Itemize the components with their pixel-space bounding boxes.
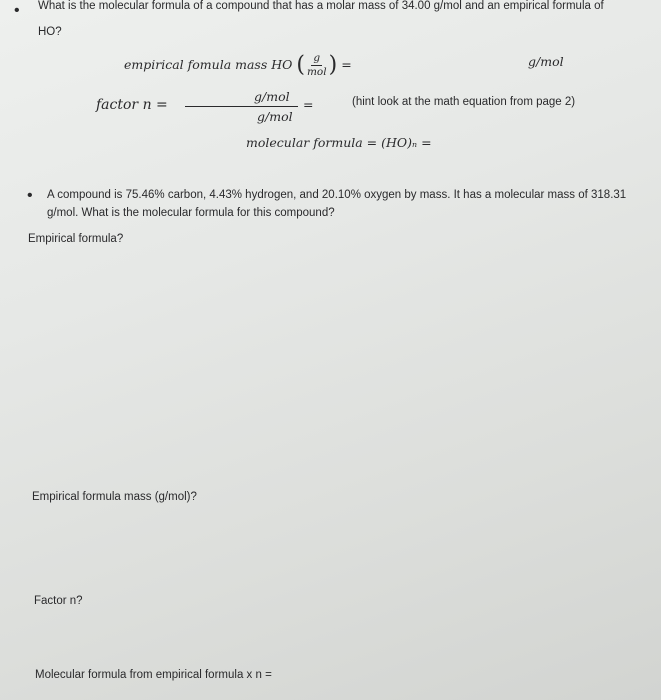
empirical-mass-label: empirical fomula mass HO bbox=[124, 57, 293, 72]
q2-text-line1: A compound is 75.46% carbon, 4.43% hydrogen, and 20.10% oxygen by mass. It has a molecular mass of 318.31 bbox=[47, 189, 627, 201]
factor-equals: = bbox=[303, 97, 314, 112]
g-per-mol-fraction: $\frac{g}{\text{mol}}$ bbox=[306, 52, 327, 78]
factor-fraction-bar bbox=[185, 106, 298, 107]
q1-text-line2: HO? bbox=[38, 26, 62, 38]
factor-numerator: g/mol bbox=[254, 89, 290, 104]
empirical-mass-unit: g/mol bbox=[528, 54, 564, 69]
factor-n-label: factor n = bbox=[96, 97, 168, 113]
empirical-formula-mass-equation: empirical fomula mass HO ( $\frac{g}{\text{mol}}$ ) = bbox=[124, 52, 352, 78]
empirical-mass-equals: = bbox=[341, 57, 352, 72]
factor-n-prompt: Factor n? bbox=[34, 595, 83, 607]
empirical-mass-prompt: Empirical formula mass (g/mol)? bbox=[32, 491, 197, 503]
q2-text-line2: g/mol. What is the molecular formula for this compound? bbox=[47, 207, 335, 219]
factor-denominator: g/mol bbox=[257, 109, 293, 124]
bullet-q2: • bbox=[27, 187, 33, 204]
bullet-q1: • bbox=[14, 2, 20, 19]
q1-text-line1: What is the molecular formula of a compound that has a molar mass of 34.00 g/mol and an empirical formula of bbox=[38, 0, 604, 12]
molecular-formula-equation: molecular formula = (HO)ₙ = bbox=[246, 135, 432, 150]
hint-text: (hint look at the math equation from page 2) bbox=[352, 96, 576, 108]
empirical-formula-prompt: Empirical formula? bbox=[28, 233, 124, 245]
molecular-formula-prompt: Molecular formula from empirical formula x n = bbox=[35, 669, 272, 681]
